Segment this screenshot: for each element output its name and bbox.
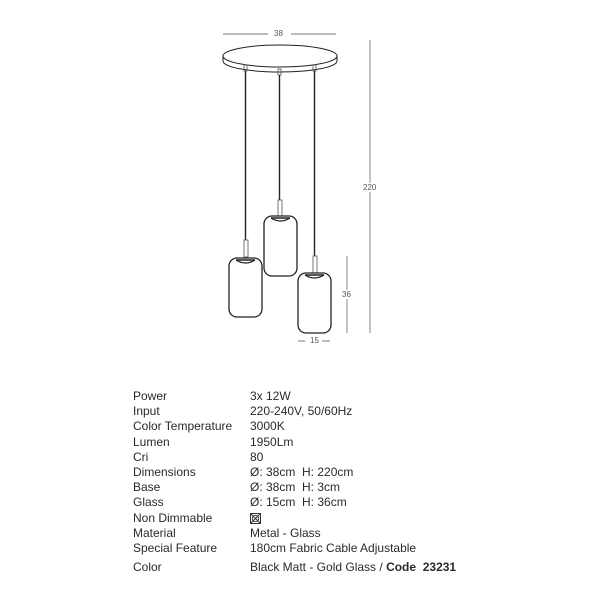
spec-row-color xyxy=(133,560,456,575)
spec-row-color-temperature xyxy=(133,419,456,434)
spec-row-special-feature xyxy=(133,541,456,556)
spec-table xyxy=(133,389,456,575)
spec-value: Ø: 38cm H: 3cm xyxy=(250,480,341,495)
spec-row-glass xyxy=(133,495,456,510)
spec-key: Cri xyxy=(133,449,149,464)
dimension-label-total-height: 220 xyxy=(363,183,377,192)
spec-key: Dimensions xyxy=(133,465,196,480)
spec-value: 3000K xyxy=(250,419,285,434)
spec-key: Input xyxy=(133,404,160,419)
spec-row-cri xyxy=(133,450,456,465)
spec-row-base xyxy=(133,480,456,495)
spec-value: 80 xyxy=(250,449,264,464)
spec-value: 220-240V, 50/60Hz xyxy=(250,404,353,419)
spec-key: Base xyxy=(133,480,161,495)
spec-key: Color xyxy=(133,560,162,575)
color-separator: / xyxy=(376,560,387,575)
spec-value: 3x 12W xyxy=(250,389,291,403)
dimension-label-glass-width: 15 xyxy=(310,336,319,345)
spec-row-non-dimmable xyxy=(133,511,456,526)
spec-value: Metal - Glass xyxy=(250,525,321,540)
product-code: Code 23231 xyxy=(386,560,457,575)
spec-value: 180cm Fabric Cable Adjustable xyxy=(250,541,417,556)
spec-key: Color Temperature xyxy=(133,419,233,434)
spec-row-power xyxy=(133,389,456,404)
spec-value: Ø: 15cm H: 36cm xyxy=(250,495,347,510)
dimension-label-width: 38 xyxy=(274,29,283,38)
spec-row-dimensions xyxy=(133,465,456,480)
spec-key: Power xyxy=(133,389,168,403)
color-value: Black Matt - Gold Glass xyxy=(250,560,377,575)
dimension-label-glass-height: 36 xyxy=(342,290,351,299)
spec-key: Lumen xyxy=(133,434,170,449)
spec-key: Special Feature xyxy=(133,541,218,556)
spec-value: 1950Lm xyxy=(250,434,294,449)
spec-row-lumen xyxy=(133,435,456,450)
non-dimmable-icon xyxy=(250,513,261,524)
spec-key: Material xyxy=(133,525,176,540)
spec-row-material xyxy=(133,526,456,541)
spec-key: Glass xyxy=(133,495,164,510)
spec-row-input xyxy=(133,404,456,419)
spec-value: Ø: 38cm H: 220cm xyxy=(250,465,354,480)
spec-key: Non Dimmable xyxy=(133,510,213,525)
